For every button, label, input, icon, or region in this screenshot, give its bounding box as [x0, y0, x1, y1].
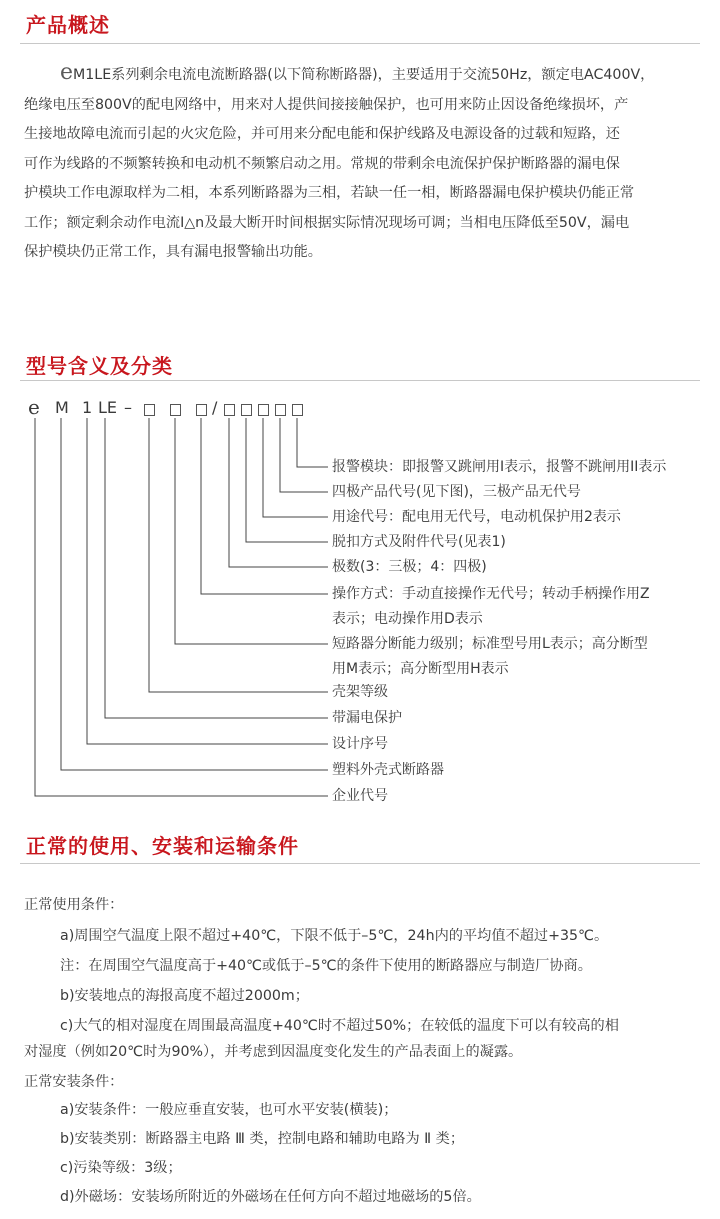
desc-poles: 极数(3：三极；4：四极): [332, 559, 487, 575]
use-heading: 正常使用条件：: [24, 897, 124, 913]
desc-four-pole: 四极产品代号(见下图)，三极产品无代号: [332, 484, 581, 500]
install-item-c: c)污染等级：3级；: [60, 1160, 182, 1176]
overview-title: 产品概述: [26, 13, 110, 37]
code-slash: /: [212, 398, 218, 417]
desc-breaking-2: 用M表示；高分断型用H表示: [332, 661, 509, 677]
use-item-c: c)大气的相对湿度在周围最高温度+40℃时不超过50%；在较低的温度下可以有较高的相: [60, 1018, 619, 1034]
use-item-b: b)安装地点的海报高度不超过2000m；: [60, 988, 309, 1004]
use-item-c-continued: 对湿度（例如20℃时为90%），并考虑到因温度变化发生的产品表面上的凝露。: [24, 1044, 523, 1060]
desc-usage: 用途代号：配电用无代号，电动机保护用2表示: [332, 509, 621, 525]
desc-frame: 壳架等级: [332, 684, 388, 700]
model-title: 型号含义及分类: [26, 354, 173, 378]
install-heading: 正常安装条件：: [24, 1074, 124, 1090]
desc-design-no: 设计序号: [332, 736, 388, 752]
desc-leakage: 带漏电保护: [332, 710, 402, 726]
overview-line-3: 生接地故障电流而引起的火灾危险，并可用来分配电能和保护线路及电源设备的过载和短路，还: [24, 126, 620, 142]
brand-letter: e: [60, 60, 74, 85]
code-dash: –: [124, 398, 132, 417]
overview-line-2: 绝缘电压至800V的配电网络中，用来对人提供间接接触保护，也可用来防止因设备绝缘损坏，产: [24, 96, 629, 113]
overview-line-4: 可作为线路的不频繁转换和电动机不频繁启动之用。常规的带剩余电流保护保护断路器的漏电保: [24, 155, 620, 172]
code-m: M: [55, 398, 69, 417]
use-item-note: 注：在周围空气温度高于+40℃或低于–5℃的条件下使用的断路器应与制造厂协商。: [60, 958, 592, 974]
conditions-divider: [20, 863, 700, 864]
desc-operation-2: 表示；电动操作用D表示: [332, 611, 483, 627]
desc-trip-accessory: 脱扣方式及附件代号(见表1): [332, 534, 506, 550]
code-e: e: [28, 395, 40, 419]
use-item-a: a)周围空气温度上限不超过+40℃，下限不低于–5℃，24h内的平均值不超过+35℃。: [60, 928, 609, 944]
desc-operation-1: 操作方式：手动直接操作无代号；转动手柄操作用Z: [332, 586, 650, 602]
overview-line-6: 工作；额定剩余动作电流I△n及最大断开时间根据实际情况现场可调；当相电压降低至50V，漏电: [24, 214, 630, 231]
desc-breaking-1: 短路器分断能力级别；标准型号用L表示；高分断型: [332, 636, 648, 652]
desc-company: 企业代号: [332, 788, 388, 804]
code-le: LE: [98, 398, 118, 417]
overview-line-1: eM1LE系列剩余电流电流断路器(以下简称断路器)，主要适用于交流50Hz，额定电AC400V，: [60, 60, 655, 85]
install-item-d: d)外磁场：安装场所附近的外磁场在任何方向不超过地磁场的5倍。: [60, 1189, 481, 1205]
conditions-title: 正常的使用、安装和运输条件: [26, 834, 299, 858]
desc-alarm-module: 报警模块：即报警又跳闸用I表示，报警不跳闸用II表示: [332, 459, 667, 475]
overview-line-7: 保护模块仍正常工作，具有漏电报警输出功能。: [24, 244, 322, 260]
install-item-b: b)安装类别：断路器主电路 Ⅲ 类，控制电路和辅助电路为 Ⅱ 类；: [60, 1131, 465, 1147]
overview-line-5: 护模块工作电源取样为二相，本系列断路器为三相，若缺一任一相，断路器漏电保护模块仍能正常: [24, 185, 635, 201]
desc-mccb: 塑料外壳式断路器: [332, 762, 444, 778]
install-item-a: a)安装条件：一般应垂直安装，也可水平安装(横装)；: [60, 1102, 398, 1118]
code-1: 1: [82, 398, 93, 417]
